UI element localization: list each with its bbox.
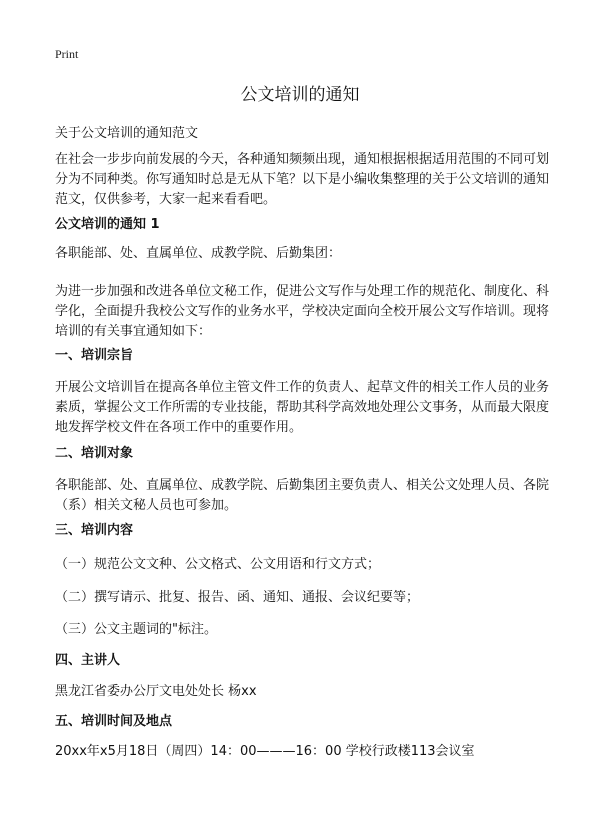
heading-content: 三、培训内容 <box>55 523 134 538</box>
heading-time: 五、培训时间及地点 <box>55 714 173 729</box>
subtitle: 关于公文培训的通知范文 <box>55 126 199 141</box>
page-title: 公文培训的通知 <box>240 85 360 105</box>
heading-purpose: 一、培训宗旨 <box>55 348 134 363</box>
heading-target: 二、培训对象 <box>55 446 134 461</box>
intro-paragraph: 在社会一步步向前发展的今天，各种通知频频出现，通知根据根据适用范围的不同可划分为不同种类。你写通知时总是无从下笔？以下是小编收集整理的关于公文培训的通知范文，仅供参考，大家一起来看看吧。 <box>55 152 550 207</box>
heading-speaker: 四、主讲人 <box>55 653 121 668</box>
content-item-2: （二）撰写请示、批复、报告、函、通知、通报、会议纪要等； <box>55 590 420 605</box>
time-line: 20xx年x5月18日（周四）14：00———16：00 学校行政楼113会议室 <box>55 744 475 759</box>
target-paragraph: 各职能部、处、直属单位、成教学院、后勤集团主要负责人、相关公文处理人员、各院（系）相关文秘人员也可参加。 <box>55 478 550 513</box>
addressee: 各职能部、处、直属单位、成教学院、后勤集团： <box>55 246 342 261</box>
body-paragraph-1: 为进一步加强和改进各单位文秘工作，促进公文写作与处理工作的规范化、制度化、科学化，全面提升我校公文写作的业务水平，学校决定面向全校开展公文写作培训。现将培训的有关事宜通知如下： <box>55 284 550 339</box>
content-item-1: （一）规范公文文种、公文格式、公文用语和行文方式； <box>55 557 381 572</box>
section-heading-1: 公文培训的通知 1 <box>55 217 160 232</box>
content-item-3: （三）公文主题词的"标注。 <box>55 622 217 637</box>
purpose-paragraph: 开展公文培训旨在提高各单位主管文件工作的负责人、起草文件的相关工作人员的业务素质，掌握公文工作所需的专业技能，帮助其科学高效地处理公文事务，从而最大限度地发挥学校文件在各项工作中的重要作用。 <box>55 380 550 435</box>
print-label[interactable]: Print <box>55 47 79 61</box>
speaker-line: 黑龙江省委办公厅文电处处长 杨xx <box>55 684 257 699</box>
